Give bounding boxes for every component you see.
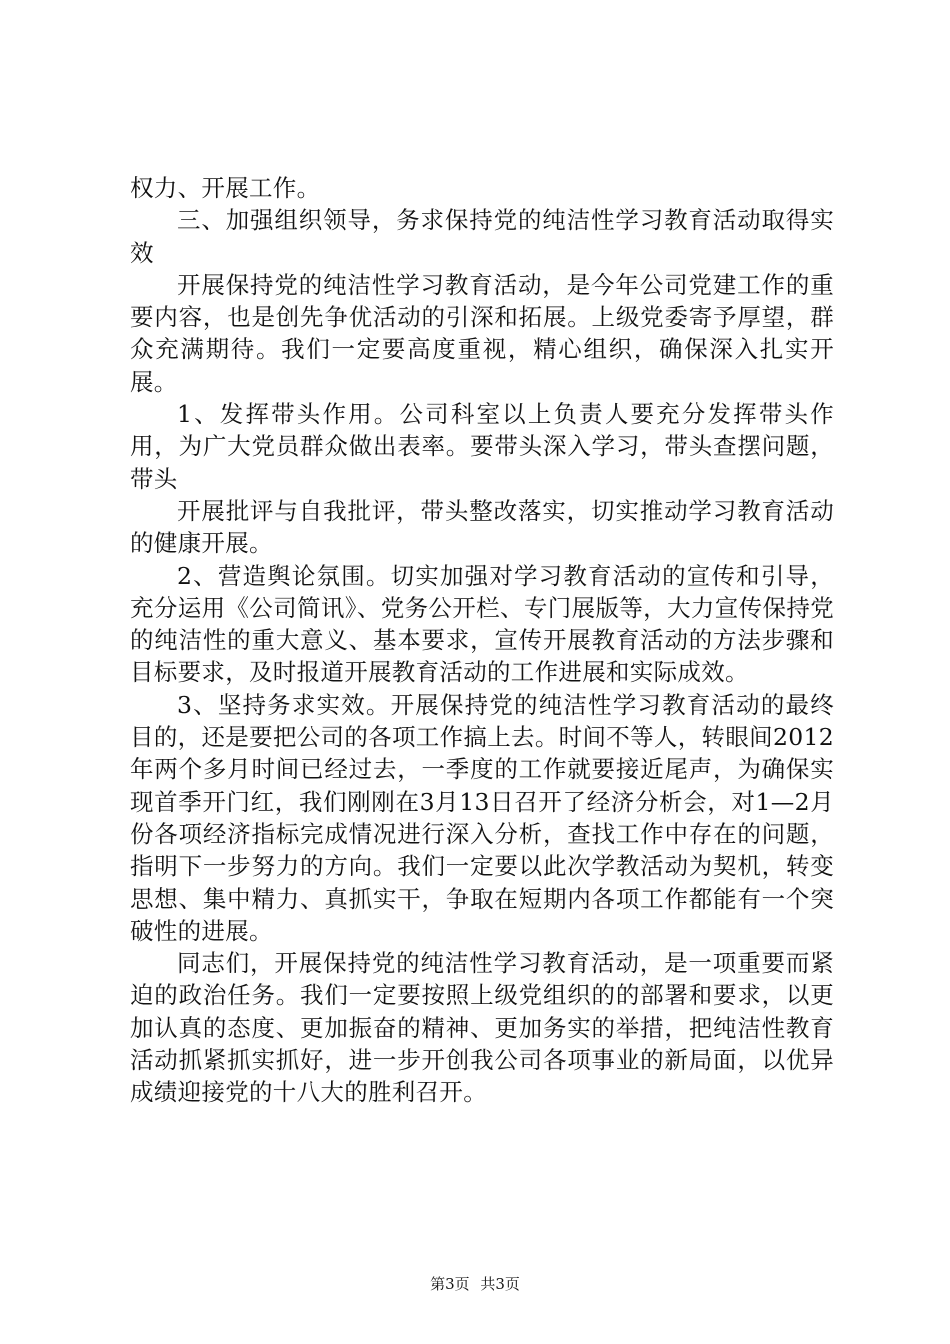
paragraph: 开展保持党的纯洁性学习教育活动，是今年公司党建工作的重要内容，也是创先争优活动的引深和拓展。上级党委寄予厚望，群众充满期待。我们一定要高度重视，精心组织，确保深入扎实开展。 — [130, 270, 834, 396]
page-total: 共3页 — [480, 1275, 520, 1293]
numbered-item-1: 1、发挥带头作用。公司科室以上负责人要充分发挥带头作用，为广大党员群众做出表率。要带头深入学习，带头查摆问题，带头 — [130, 400, 834, 493]
page-footer — [0, 1274, 950, 1294]
closing-paragraph: 同志们，开展保持党的纯洁性学习教育活动，是一项重要而紧迫的政治任务。我们一定要按照上级党组织的的部署和要求，以更加认真的态度、更加振奋的精神、更加务实的举措，把纯洁性教育活动抓紧抓实抓好，进一步开创我公司各项事业的新局面，以优异成绩迎接党的十八大的胜利召开。 — [130, 949, 834, 1107]
numbered-item-3: 3、坚持务求实效。开展保持党的纯洁性学习教育活动的最终目的，还是要把公司的各项工作搞上去。时间不等人，转眼间2012年两个多月时间已经过去，一季度的工作就要接近尾声，为确保实现首季开门红，我们刚刚在3月13日召开了经济分析会，对1—2月份各项经济指标完成情况进行深入分析，查找工作中存在的问题，指明下一步努力的方向。我们一定要以此次学教活动为契机，转变思想、集中精力、真抓实干，争取在短期内各项工作都能有一个突破性的进展。 — [130, 690, 834, 945]
page-number: 第3页 — [430, 1275, 470, 1293]
document-body — [130, 172, 834, 1109]
paragraph-continuation: 权力、开展工作。 — [130, 174, 321, 202]
paragraph: 开展批评与自我批评，带头整改落实，切实推动学习教育活动的健康开展。 — [130, 496, 834, 558]
section-heading: 三、加强组织领导，务求保持党的纯洁性学习教育活动取得实效 — [130, 206, 834, 267]
numbered-item-2: 2、营造舆论氛围。切实加强对学习教育活动的宣传和引导，充分运用《公司简讯》、党务公开栏、专门展版等，大力宣传保持党的纯洁性的重大意义、基本要求，宣传开展教育活动的方法步骤和目标要求，及时报道开展教育活动的工作进展和实际成效。 — [130, 561, 834, 687]
